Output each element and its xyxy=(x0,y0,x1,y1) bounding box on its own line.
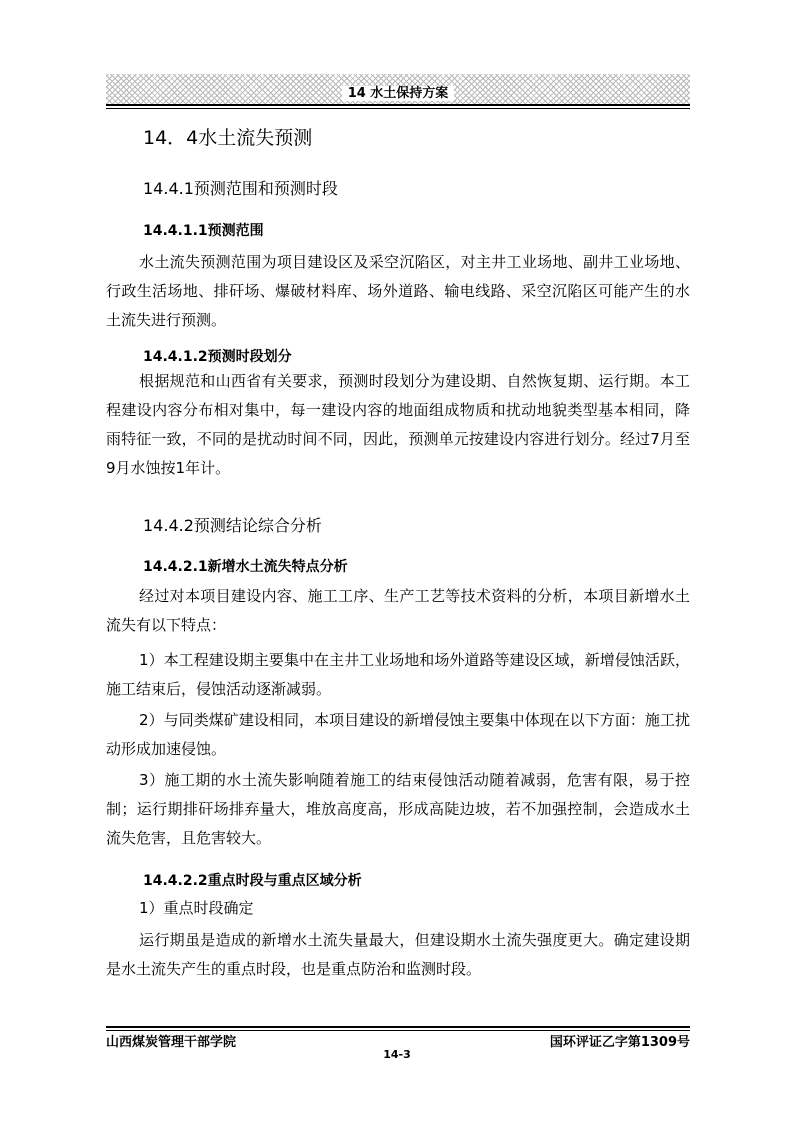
footer-institution: 山西煤炭管理干部学院 xyxy=(106,1035,237,1050)
header-band xyxy=(106,74,690,104)
section-heading-14-4-1-1: 14.4.1.1预测范围 xyxy=(143,223,264,239)
section-heading-14-4-1-2: 14.4.1.2预测时段划分 xyxy=(143,349,292,365)
header-title: 14 水土保持方案 xyxy=(106,82,690,101)
section-heading-14-4-2-2: 14.4.2.2重点时段与重点区域分析 xyxy=(143,873,362,889)
section-heading-14-4: 14．4水土流失预测 xyxy=(143,127,313,149)
footer-rule-thick xyxy=(106,1026,690,1028)
footer-certificate: 国环评证乙字第1309号 xyxy=(549,1035,690,1050)
paragraph-feature-1: 1）本工程建设期主要集中在主井工业场地和场外道路等建设区域，新增侵蚀活跃，施工结束后，侵蚀活动逐渐减弱。 xyxy=(106,651,690,698)
paragraph-features-intro: 经过对本项目建设内容、施工工序、生产工艺等技术资料的分析，本项目新增水土流失有以下特点： xyxy=(106,587,690,634)
page-number: 14-3 xyxy=(383,1048,411,1061)
paragraph-key-period-title: 1）重点时段确定 xyxy=(139,899,254,917)
header-rule-thin xyxy=(106,108,690,109)
paragraph-feature-2: 2）与同类煤矿建设相同，本项目建设的新增侵蚀主要集中体现在以下方面：施工扰动形成加速侵蚀。 xyxy=(106,711,690,758)
section-heading-14-4-1: 14.4.1预测范围和预测时段 xyxy=(143,179,338,198)
section-heading-14-4-2: 14.4.2预测结论综合分析 xyxy=(143,516,322,535)
paragraph-prediction-scope: 水土流失预测范围为项目建设区及采空沉陷区，对主井工业场地、副井工业场地、行政生活场地、排矸场、爆破材料库、场外道路、输电线路、采空沉陷区可能产生的水土流失进行预测。 xyxy=(106,253,690,329)
paragraph-feature-3: 3）施工期的水土流失影响随着施工的结束侵蚀活动随着减弱，危害有限，易于控制；运行期排矸场排弃量大，堆放高度高，形成高陡边坡，若不加强控制，会造成水土流失危害，且危害较大。 xyxy=(106,771,690,847)
paragraph-prediction-periods: 根据规范和山西省有关要求，预测时段划分为建设期、自然恢复期、运行期。本工程建设内容分布相对集中，每一建设内容的地面组成物质和扰动地貌类型基本相同，降雨特征一致，不同的是扰动时间不同，因此，预测单元按建设内容进行划分。经过7月至9月水蚀按1年计。 xyxy=(106,372,690,477)
header-rule-thick xyxy=(106,104,690,106)
section-heading-14-4-2-1: 14.4.2.1新增水土流失特点分析 xyxy=(143,559,348,575)
paragraph-key-period-content: 运行期虽是造成的新增水土流失量最大，但建设期水土流失强度更大。确定建设期是水土流失产生的重点时段，也是重点防治和监测时段。 xyxy=(106,931,690,978)
